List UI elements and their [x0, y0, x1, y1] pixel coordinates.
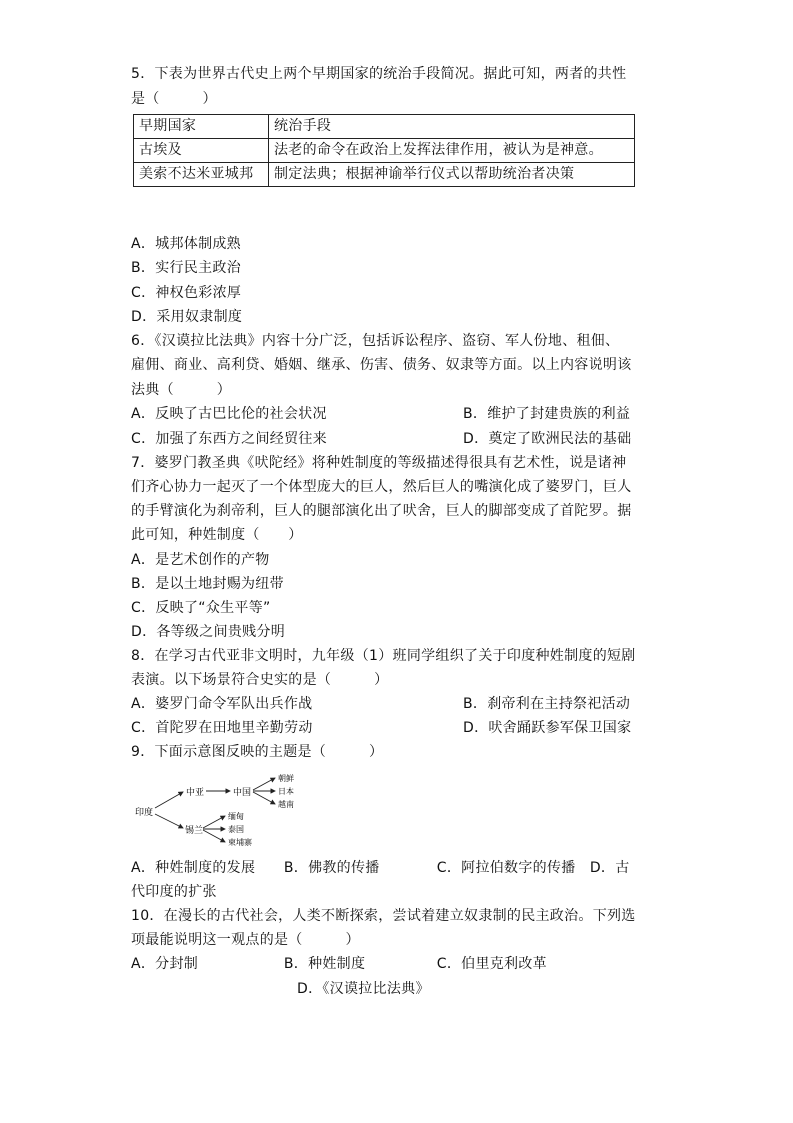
arrow-to-east-1	[253, 778, 275, 790]
q6-option-d: D．奠定了欧洲民法的基础	[463, 431, 632, 447]
diagram-label-east-3: 越南	[278, 800, 294, 809]
q8-option-a: A．婆罗门命令军队出兵作战	[131, 696, 313, 712]
q7-option-a: A．是艺术创作的产物	[131, 552, 270, 568]
table-cell: 统治手段	[269, 115, 635, 139]
arrow-to-mid-top	[155, 792, 183, 808]
q8-option-c: C．首陀罗在田地里辛勤劳动	[131, 720, 313, 736]
q9-options-line1: A．种姓制度的发展 B．佛教的传播 C．阿拉伯数字的传播 D．古	[131, 860, 630, 876]
table-cell: 美索不达米亚城邦	[134, 163, 269, 187]
diagram-label-origin: 印度	[135, 808, 154, 818]
q7-option-c: C．反映了“众生平等”	[131, 600, 271, 616]
arrow-to-south-1	[203, 816, 225, 828]
diagram-label-east-2: 日本	[278, 787, 294, 796]
table-cell: 早期国家	[134, 115, 269, 139]
q6-stem-line1: 6．《汉谟拉比法典》内容十分广泛，包括诉讼程序、盗窃、军人份地、租佃、	[131, 333, 620, 349]
arrow-to-east-3	[253, 792, 275, 804]
q8-option-b: B．刹帝利在主持祭祀活动	[463, 696, 631, 712]
q5-option-d: D．采用奴隶制度	[131, 309, 243, 325]
q6-stem-line3: 法典（ ）	[131, 382, 232, 398]
table-cell: 制定法典；根据神谕举行仪式以帮助统治者决策	[269, 163, 635, 187]
table-row	[134, 139, 635, 163]
q10-stem-line2: 项最能说明这一观点的是（ ）	[131, 932, 360, 948]
q6-stem-line2: 雇佣、商业、高利贷、婚姻、继承、伤害、债务、奴隶等方面。以上内容说明该	[131, 357, 632, 373]
q5-option-a: A．城邦体制成熟	[131, 236, 241, 252]
q7-option-b: B．是以土地封赐为纽带	[131, 576, 284, 592]
q7-stem-line2: 们齐心协力一起灭了一个体型庞大的巨人，然后巨人的嘴演化成了婆罗门，巨人	[131, 479, 632, 495]
q5-option-c: C．神权色彩浓厚	[131, 285, 242, 301]
diagram-label-south-2: 泰国	[228, 825, 244, 834]
q10-options-line2: D．《汉谟拉比法典》	[297, 981, 430, 997]
arrow-to-mid-bottom	[155, 814, 183, 828]
q9-stem: 9．下面示意图反映的主题是（ ）	[131, 744, 384, 760]
table-row	[134, 163, 635, 187]
q7-stem-line1: 7．婆罗门教圣典《吠陀经》将种姓制度的等级描述得很具有艺术性，说是诸神	[131, 455, 627, 471]
diagram-label-center: 中国	[233, 788, 252, 798]
q5-option-b: B．实行民主政治	[131, 260, 242, 276]
table-header-row	[134, 115, 635, 139]
q7-stem-line3: 的手臂演化为刹帝利，巨人的腿部演化出了吠舍，巨人的脚部变成了首陀罗。据	[131, 503, 632, 519]
q6-option-c: C．加强了东西方之间经贸往来	[131, 431, 327, 447]
q5-table	[133, 114, 635, 187]
q8-stem-line2: 表演。以下场景符合史实的是（ ）	[131, 672, 389, 688]
diagram-label-south-1: 缅甸	[228, 812, 244, 821]
diagram-label-mid-top: 中亚	[186, 788, 205, 798]
q5-stem-line1: 5．下表为世界古代史上两个早期国家的统治手段简况。据此可知，两者的共性	[131, 66, 627, 82]
q9-spread-diagram	[133, 770, 303, 850]
q7-stem-line4: 此可知，种姓制度（ ）	[131, 527, 303, 543]
q10-stem-line1: 10．在漫长的古代社会，人类不断探索，尝试着建立奴隶制的民主政治。下列选	[131, 908, 636, 924]
q7-option-d: D．各等级之间贵贱分明	[131, 624, 286, 640]
table-cell: 古埃及	[134, 139, 269, 163]
q6-option-b: B．维护了封建贵族的利益	[463, 406, 631, 422]
q6-option-a: A．反映了古巴比伦的社会状况	[131, 406, 327, 422]
q8-option-d: D．吠舍踊跃参军保卫国家	[463, 720, 632, 736]
diagram-label-mid-bottom: 锡兰	[185, 826, 204, 836]
q8-stem-line1: 8．在学习古代亚非文明时，九年级（1）班同学组织了关于印度种姓制度的短剧	[131, 648, 636, 664]
q5-stem-line2: 是（ ）	[131, 91, 217, 107]
table-cell: 法老的命令在政治上发挥法律作用，被认为是神意。	[269, 139, 635, 163]
arrow-to-south-3	[203, 830, 225, 842]
diagram-label-east-1: 朝鲜	[278, 774, 294, 783]
diagram-label-south-3: 柬埔寨	[228, 838, 252, 847]
q10-options-line1: A．分封制 B．种姓制度 C．伯里克利改革	[131, 956, 547, 972]
q9-options-line2: 代印度的扩张	[131, 884, 217, 900]
